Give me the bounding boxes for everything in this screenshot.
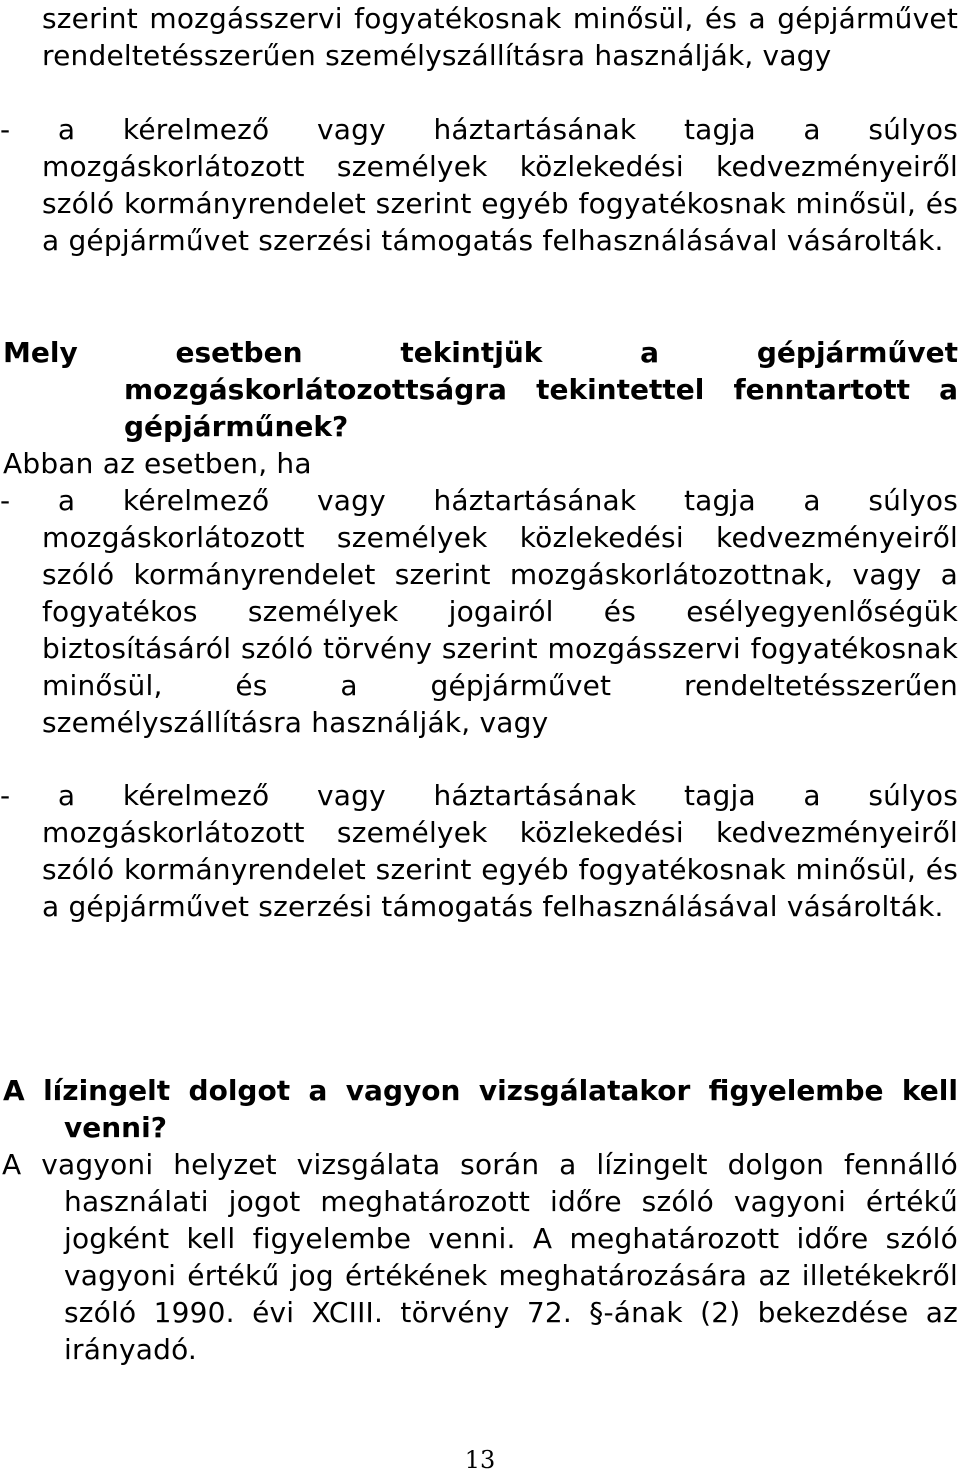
question-heading-2: A lízingelt dolgot a vagyon vizsgálatakor figyelembe kell venni? [3, 1074, 958, 1144]
answer-list-item-1: - a kérelmező vagy háztartásának tagja a súlyos mozgáskorlátozott személyek közlekedési kedvezményeiről szóló kormányrendelet szerint mozgáskorlátozottnak, vagy a fogyatékos személyek jogairól és esélyegyenlőségük biztosításáról szóló törvény szerint mozgásszervi fogyatékosnak minősül, és a gépjárművet rendeltetésszerűen személyszállításra használják, vagy [0, 484, 958, 739]
answer-intro-1: Abban az esetben, ha [3, 447, 312, 480]
top-continuation-text: szerint mozgásszervi fogyatékosnak minősül, és a gépjárművet rendeltetésszerűen személyszállításra használják, vagy [42, 2, 958, 72]
top-list-item: - a kérelmező vagy háztartásának tagja a súlyos mozgáskorlátozott személyek közlekedési kedvezményeiről szóló kormányrendelet szerint egyéb fogyatékosnak minősül, és a gépjárművet szerzési támogatás felhasználásával vásárolták. [0, 113, 958, 257]
answer-list-item-2: - a kérelmező vagy háztartásának tagja a súlyos mozgáskorlátozott személyek közlekedési kedvezményeiről szóló kormányrendelet szerint egyéb fogyatékosnak minősül, és a gépjárművet szerzési támogatás felhasználásával vásárolták. [0, 779, 958, 923]
answer-paragraph-2: A vagyoni helyzet vizsgálata során a lízingelt dolgon fennálló használati jogot meghatározott időre szóló vagyoni értékű jogként kell figyelembe venni. A meghatározott időre szóló vagyoni értékű jog értékének meghatározására az illetékekről szóló 1990. évi XCIII. törvény 72. §-ának (2) bekezdése az irányadó. [2, 1148, 958, 1366]
page-number: 13 [464, 1446, 496, 1474]
question-heading-1: Mely esetben tekintjük a gépjárművet mozgáskorlátozottságra tekintettel fenntartott a gépjárműnek? [3, 336, 958, 443]
